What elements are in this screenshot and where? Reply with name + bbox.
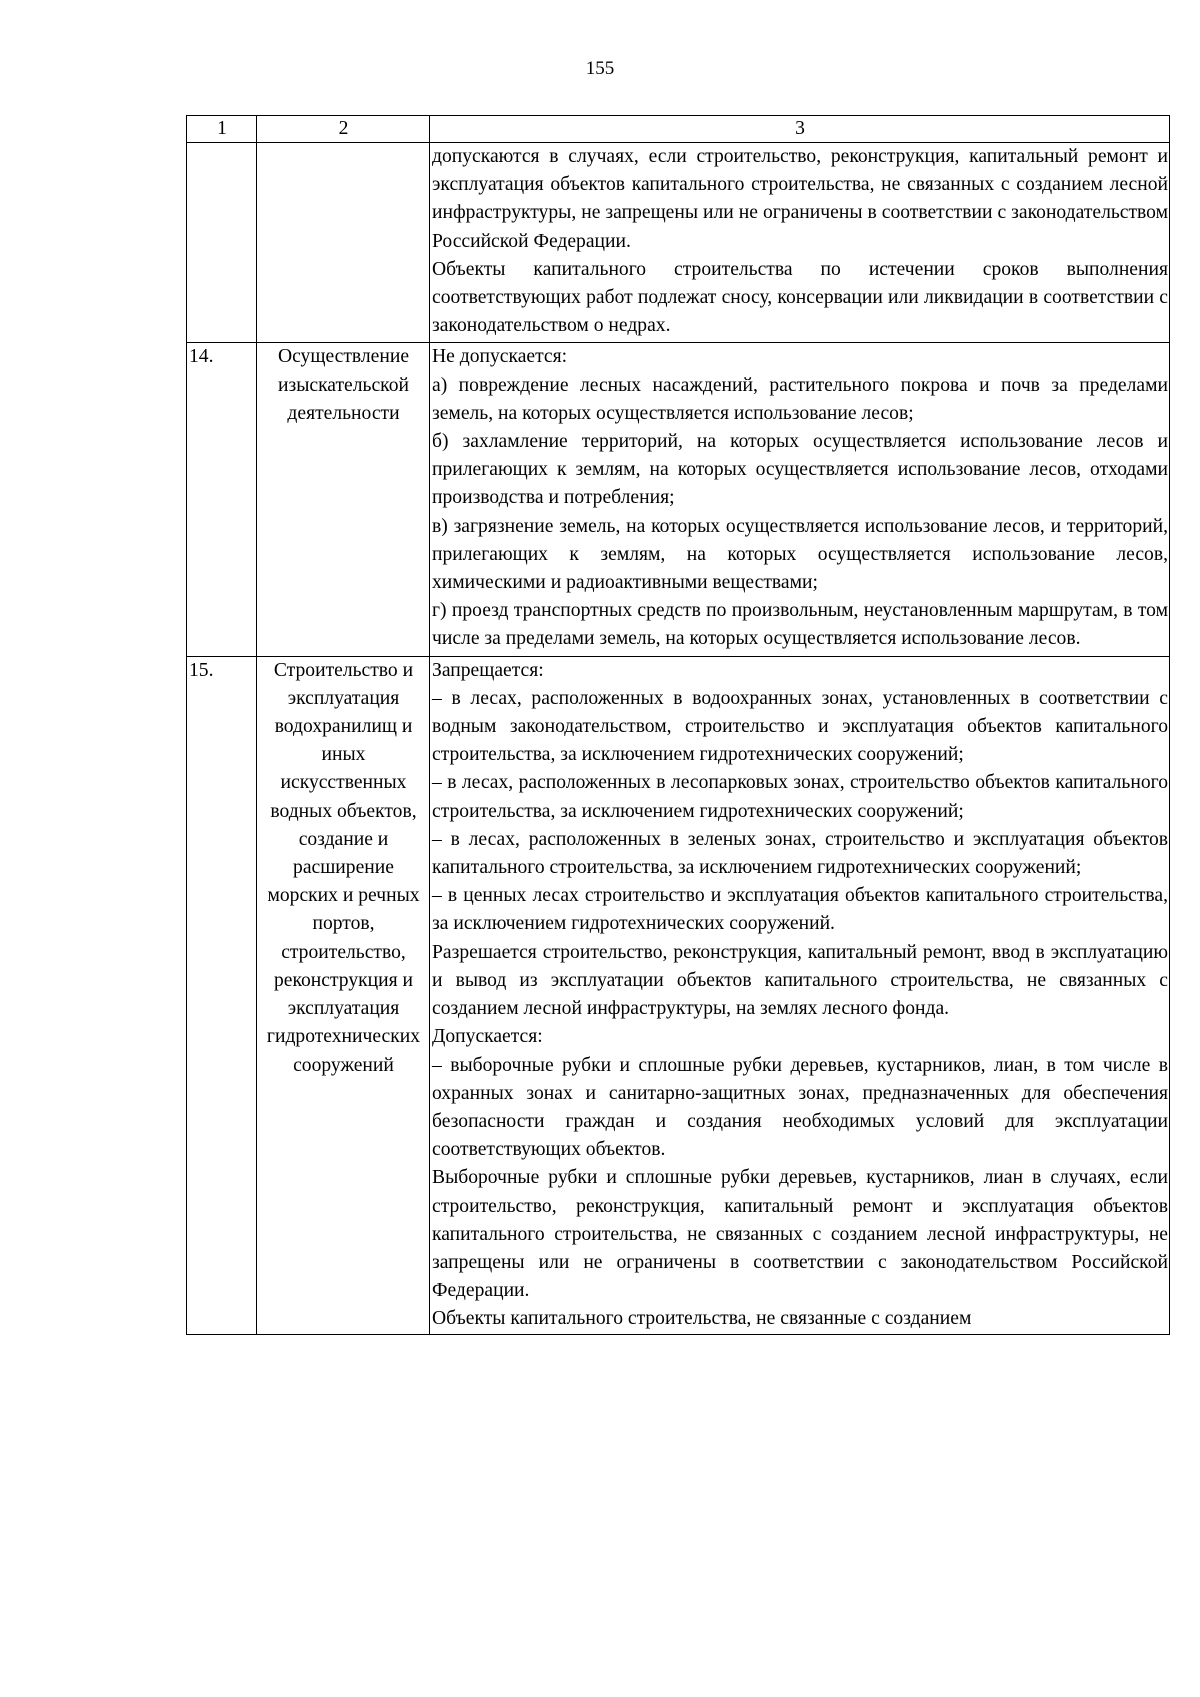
requirement-paragraph: Не допускается: — [432, 346, 568, 368]
requirement-list-item: – выборочные рубки и сплошные рубки деревьев, кустарников, лиан, в том числе в охранных зонах и санитарно-защитных зонах, предназначенных для обеспечения безопасности граждан и создания необходимых условий для эксплуатации соответствующих объектов. — [432, 1054, 1168, 1161]
table-row-14 — [187, 343, 1170, 656]
column-header-3: 3 — [430, 116, 1170, 143]
requirement-paragraph: Объекты капитального строительства, не связанные с созданием — [432, 1308, 972, 1330]
row-number: 14. — [187, 343, 257, 656]
regulations-table — [186, 115, 1170, 1335]
requirement-paragraph: Запрещается: — [432, 659, 544, 681]
requirement-list-item: – в ценных лесах строительство и эксплуатация объектов капитального строительства, за исключением гидротехнических сооружений. — [432, 885, 1168, 935]
activity-name — [257, 143, 430, 343]
column-header-1: 1 — [187, 116, 257, 143]
requirement-paragraph: а) повреждение лесных насаждений, растительного покрова и почв за пределами земель, на которых осуществляется использование лесов; — [432, 374, 1168, 424]
requirement-paragraph: в) загрязнение земель, на которых осуществляется использование лесов, и территорий, прилегающих к землям, на которых осуществляется использование лесов, химическими и радиоактивными веществами; — [432, 515, 1168, 594]
requirement-paragraph: б) захламление территорий, на которых осуществляется использование лесов и прилегающих к землям, на которых осуществляется использование лесов, отходами производства и потребления; — [432, 431, 1168, 509]
requirements-cell — [430, 143, 1170, 343]
requirement-paragraph: Разрешается строительство, реконструкция, капитальный ремонт, ввод в эксплуатацию и вывод из эксплуатации объектов капитального строительства, не связанных с созданием лесной инфраструктуры, на землях лесного фонда. — [432, 941, 1168, 1020]
requirement-paragraph: Выборочные рубки и сплошные рубки деревьев, кустарников, лиан в случаях, если строительство, реконструкция, капитальный ремонт и эксплуатация объектов капитального строительства, не связанных с созданием лесной инфраструктуры, не запрещены или не ограничены в соответствии с законодательством Российской Федерации. — [432, 1167, 1168, 1302]
table-header-row — [187, 116, 1170, 143]
activity-name: Осуществление изыскательской деятельности — [257, 343, 430, 656]
requirement-list-item: – в лесах, расположенных в водоохранных зонах, установленных в соответствии с водным законодательством, строительство и эксплуатация объектов капитального строительства, за исключением гидротехнических сооружений; — [432, 687, 1168, 766]
table-row-continuation — [187, 143, 1170, 343]
requirements-cell — [430, 343, 1170, 656]
requirement-paragraph: г) проезд транспортных средств по произвольным, неустановленным маршрутам, в том числе за пределами земель, на которых осуществляется использование лесов. — [432, 600, 1168, 650]
requirement-paragraph: допускаются в случаях, если строительство, реконструкция, капитальный ремонт и эксплуатация объектов капитального строительства, не связанных с созданием лесной инфраструктуры, не запрещены или не ограничены в соответствии с законодательством Российской Федерации. — [432, 146, 1168, 252]
activity-name: Строительство и эксплуатация водохранилищ и иных искусственных водных объектов, создание и расширение морских и речных портов, строительство, реконструкция и эксплуатация гидротехнических сооружений — [257, 656, 430, 1334]
requirements-cell — [430, 656, 1170, 1334]
requirement-paragraph: Допускается: — [432, 1026, 543, 1048]
page-number: 155 — [585, 58, 615, 79]
requirement-list-item: – в лесах, расположенных в лесопарковых зонах, строительство объектов капитального строительства, за исключением гидротехнических сооружений; — [432, 772, 1168, 822]
column-header-2: 2 — [257, 116, 430, 143]
table-row-15 — [187, 656, 1170, 1334]
requirement-paragraph: Объекты капитального строительства по истечении сроков выполнения соответствующих работ подлежат сносу, консервации или ликвидации в соответствии с законодательством о недрах. — [432, 258, 1168, 337]
requirement-list-item: – в лесах, расположенных в зеленых зонах, строительство и эксплуатация объектов капитального строительства, за исключением гидротехнических сооружений; — [432, 828, 1168, 879]
row-number — [187, 143, 257, 343]
row-number: 15. — [187, 656, 257, 1334]
